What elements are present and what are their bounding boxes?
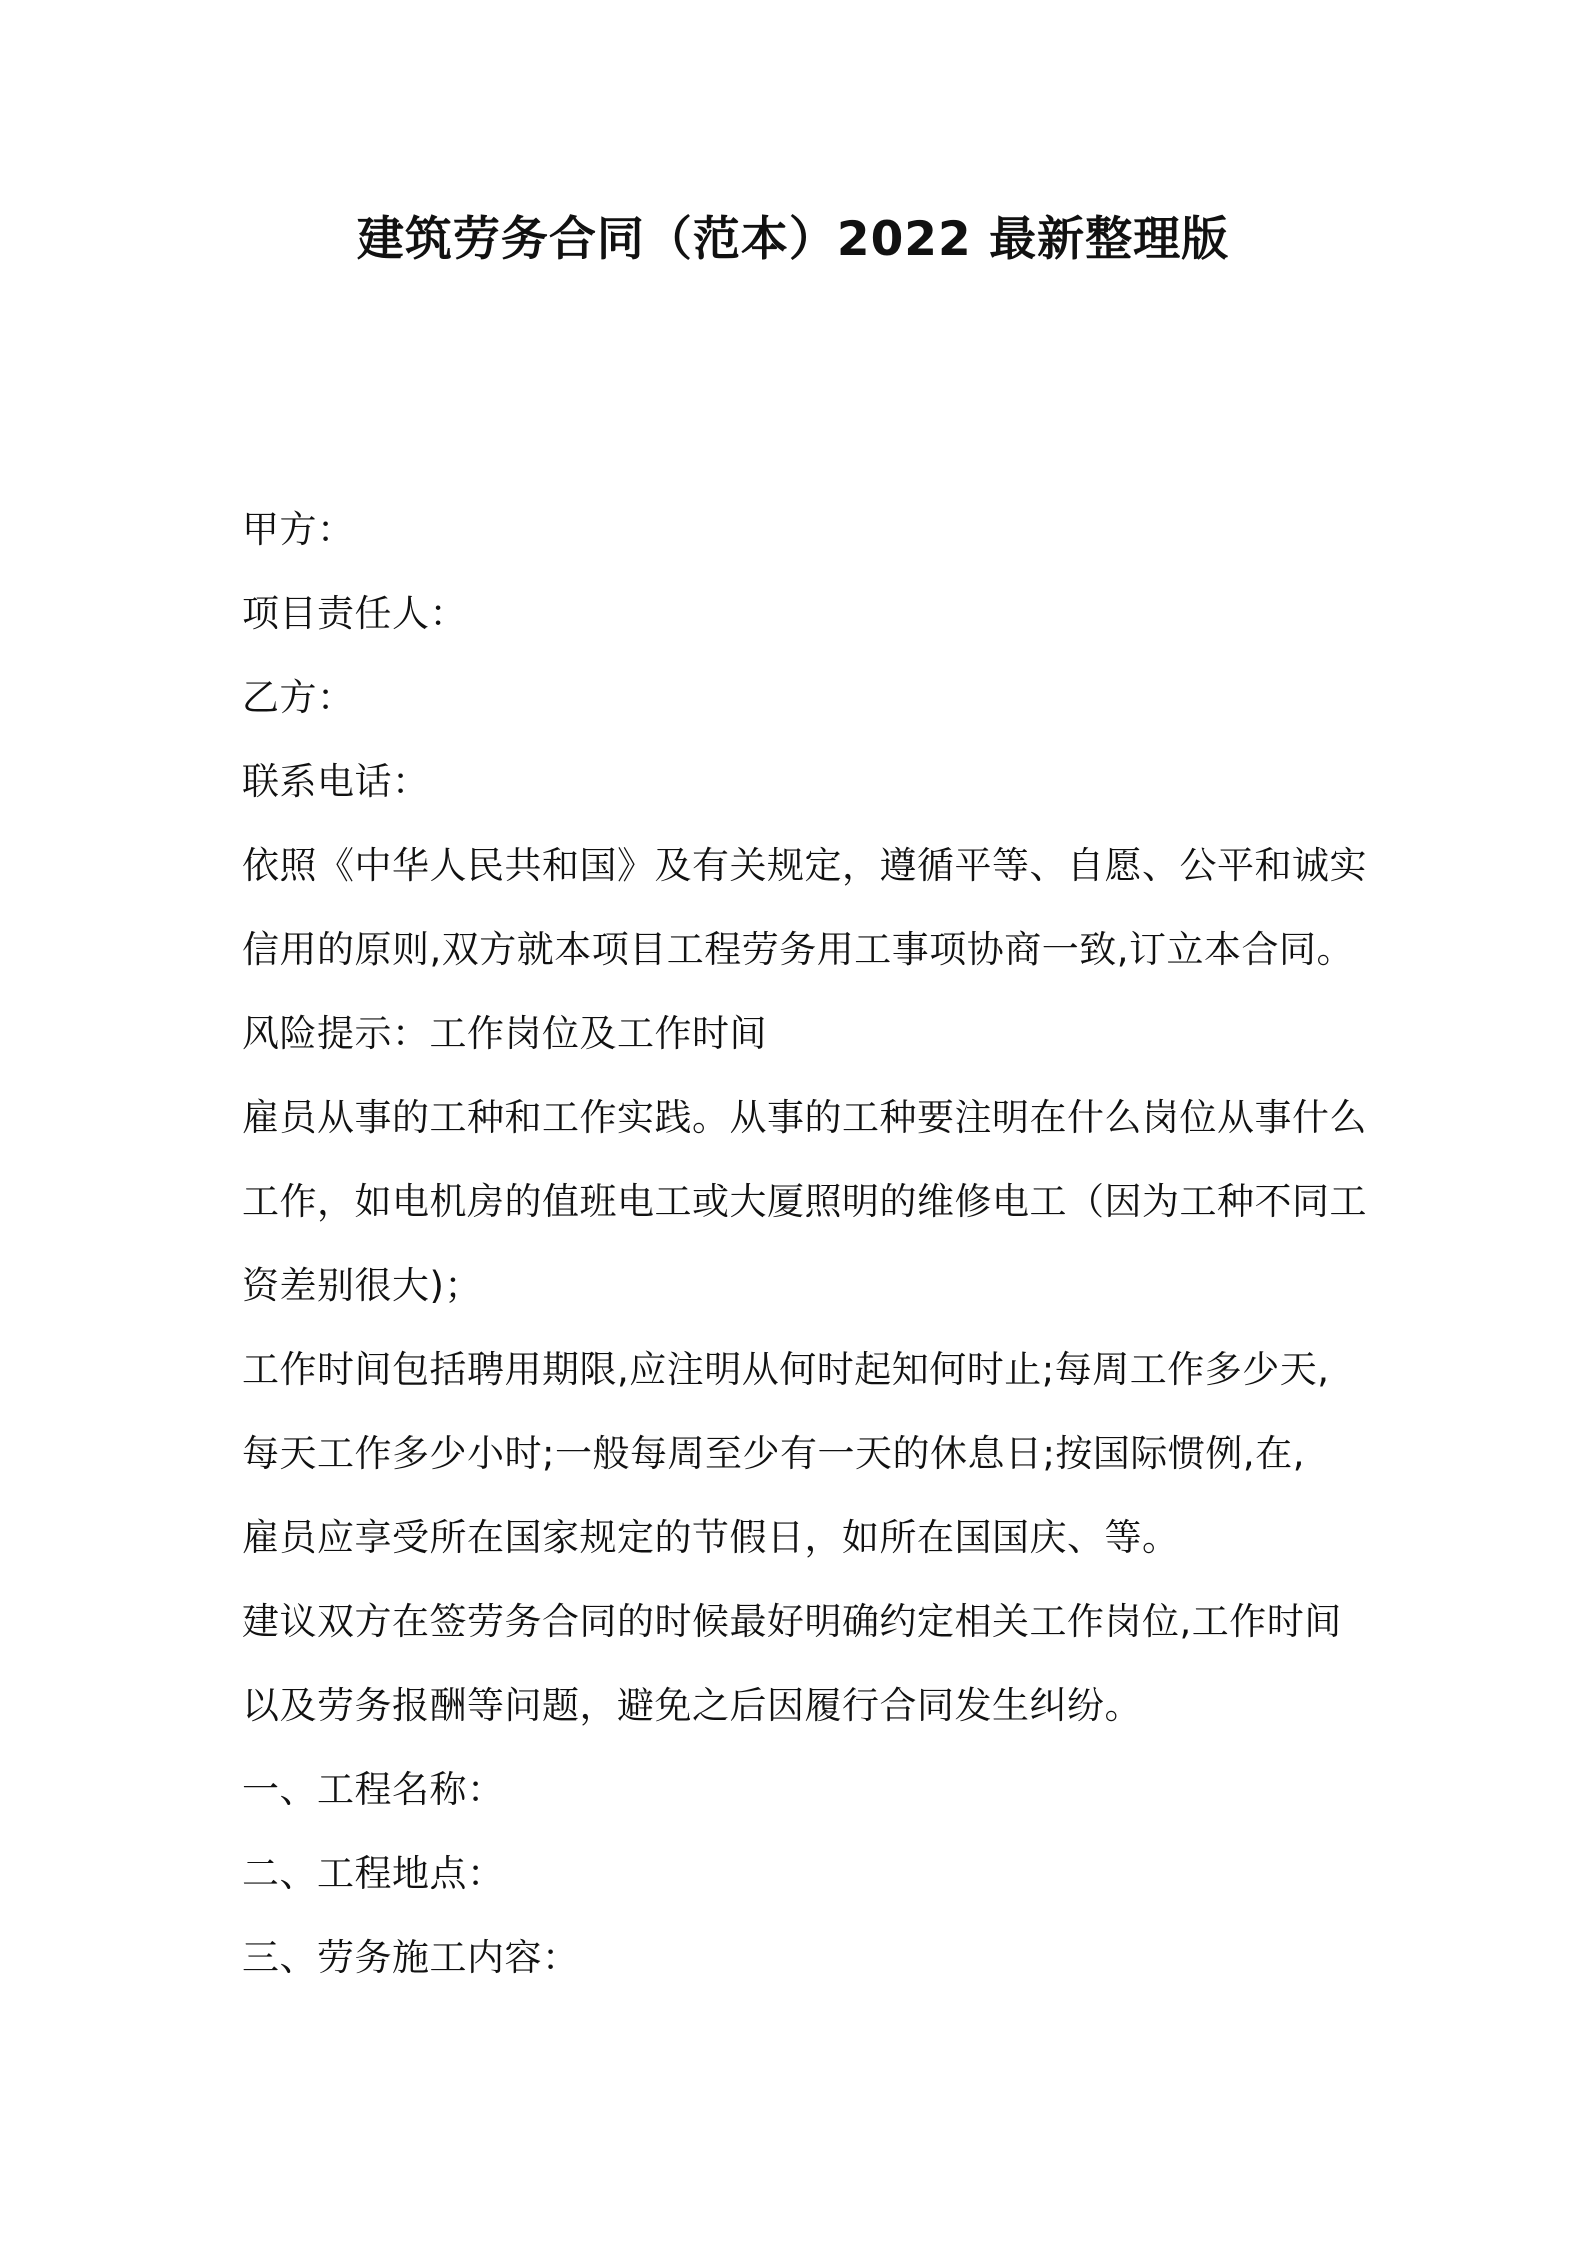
section-project-name: 一、工程名称： [242, 1768, 505, 1811]
paragraph-line: 工作时间包括聘用期限,应注明从何时起知何时止;每周工作多少天, [242, 1348, 1330, 1391]
paragraph-line: 雇员从事的工种和工作实践。从事的工种要注明在什么岗位从事什么 [242, 1096, 1367, 1139]
project-leader-line: 项目责任人： [242, 592, 467, 635]
paragraph-line: 信用的原则,双方就本项目工程劳务用工事项协商一致,订立本合同。 [242, 928, 1355, 971]
party-a-line: 甲方： [242, 508, 355, 551]
paragraph-line: 雇员应享受所在国家规定的节假日，如所在国国庆、等。 [242, 1516, 1180, 1559]
party-b-line: 乙方： [242, 676, 355, 719]
section-project-location: 二、工程地点： [242, 1852, 505, 1895]
risk-notice-line: 风险提示：工作岗位及工作时间 [242, 1012, 767, 1055]
section-labor-content: 三、劳务施工内容： [242, 1936, 580, 1979]
paragraph-line: 以及劳务报酬等问题，避免之后因履行合同发生纠纷。 [242, 1684, 1142, 1727]
page-title: 建筑劳务合同（范本）2022 最新整理版 [356, 212, 1230, 267]
contact-phone-line: 联系电话： [242, 760, 430, 803]
paragraph-line: 建议双方在签劳务合同的时候最好明确约定相关工作岗位,工作时间 [242, 1600, 1342, 1643]
paragraph-line: 每天工作多少小时;一般每周至少有一天的休息日;按国际惯例,在, [242, 1432, 1305, 1475]
paragraph-line: 资差别很大)； [242, 1264, 482, 1307]
paragraph-line: 依照《中华人民共和国》及有关规定，遵循平等、自愿、公平和诚实 [242, 844, 1367, 887]
document-body [242, 488, 1367, 2000]
paragraph-line: 工作，如电机房的值班电工或大厦照明的维修电工（因为工种不同工 [242, 1180, 1367, 1223]
